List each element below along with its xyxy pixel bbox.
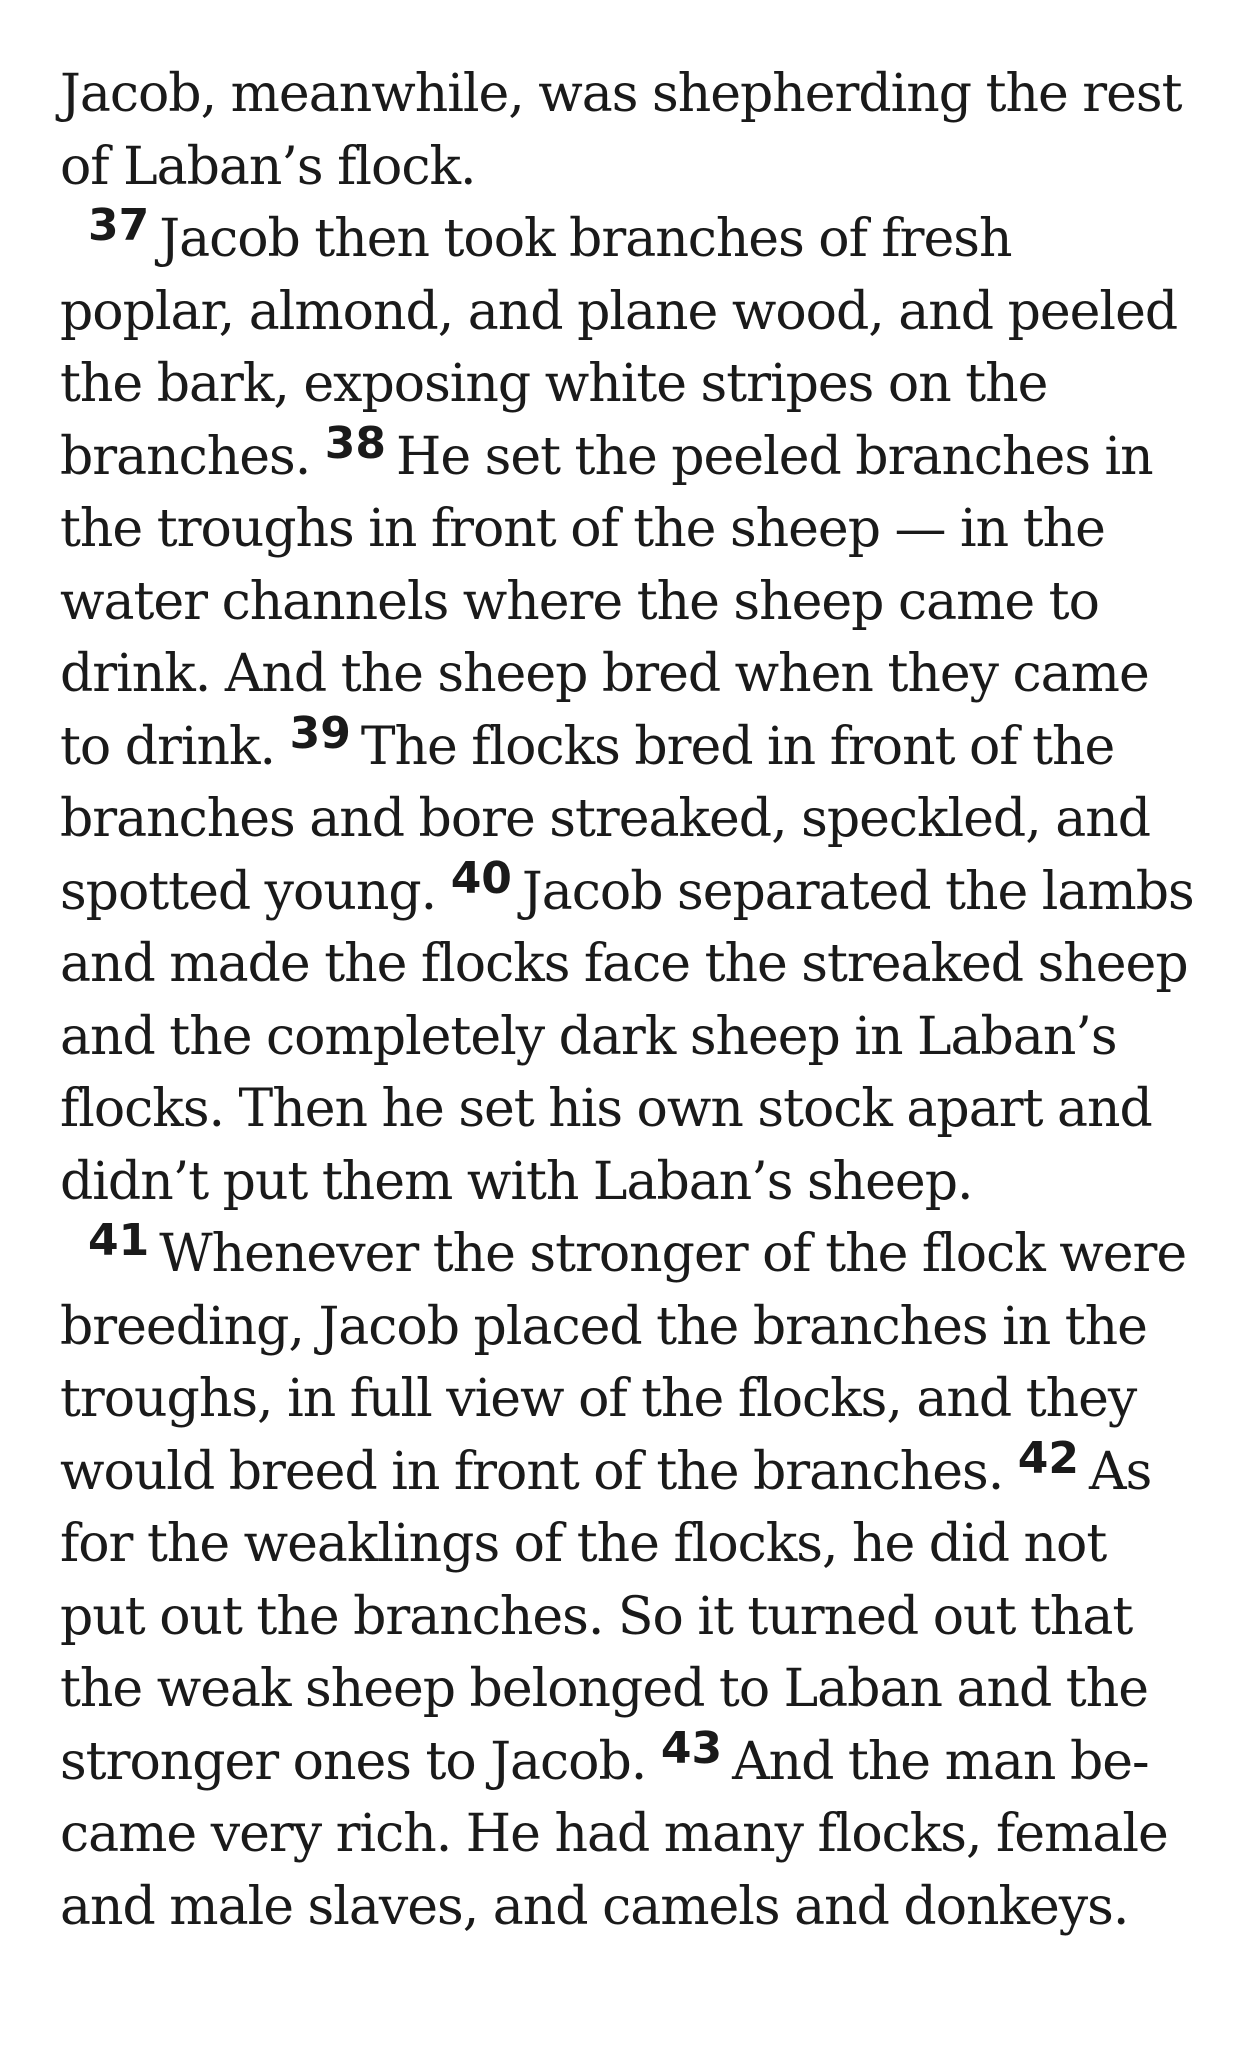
text-line: and made the flocks face the streaked sheep	[60, 934, 1188, 994]
text-line: didn’t put them with Laban’s sheep.	[60, 1151, 973, 1212]
text-line: of Laban’s flock.	[60, 136, 476, 197]
text-line: flocks. Then he set his own stock apart and	[60, 1079, 1152, 1139]
text-line: for the weaklings of the flocks, he did not	[60, 1514, 1107, 1574]
text-line: troughs, in full view of the flocks, and they	[60, 1369, 1137, 1429]
text-line: poplar, almond, and plane wood, and peeled	[60, 281, 1178, 342]
text-line: breeding, Jacob placed the branches in the	[60, 1296, 1147, 1357]
text-line: stronger ones to Jacob. $^{43}$ And the man be-	[60, 1722, 1149, 1792]
text-line: and male slaves, and camels and donkeys.	[60, 1876, 1129, 1937]
text-line: drink. And the sheep bred when they came	[60, 644, 1149, 704]
text-line: branches and bore streaked, speckled, and	[60, 789, 1151, 849]
verse-number: 41	[88, 1215, 150, 1266]
scripture-passage	[60, 58, 1210, 1943]
text-line: the weak sheep belonged to Laban and the	[60, 1659, 1148, 1719]
verse-number: 43	[660, 1722, 723, 1774]
scripture-page	[60, 58, 1210, 1943]
text-line: came very rich. He had many flocks, female	[60, 1804, 1168, 1864]
text-line: Jacob, meanwhile, was shepherding the rest	[60, 64, 1182, 124]
text-line: $^{41}$ Whenever the stronger of the flock were	[88, 1215, 1187, 1284]
text-line: the troughs in front of the sheep — in the	[60, 499, 1105, 559]
text-line: branches. $^{38}$ He set the peeled branches in	[60, 417, 1153, 487]
text-line: to drink. $^{39}$ The flocks bred in front of the	[60, 707, 1115, 777]
verse-number: 40	[450, 852, 512, 904]
text-line: $^{37}$ Jacob then took branches of fresh	[88, 200, 1012, 269]
verse-number: 42	[1017, 1432, 1080, 1484]
verse-number: 39	[289, 707, 351, 759]
text-line: water channels where the sheep came to	[60, 571, 1099, 632]
text-line: would breed in front of the branches. $^{42}$ As	[60, 1432, 1152, 1502]
text-line: the bark, exposing white stripes on the	[60, 354, 1048, 414]
text-line: and the completely dark sheep in Laban’s	[60, 1006, 1117, 1067]
text-line: spotted young. $^{40}$ Jacob separated the lambs	[60, 852, 1194, 922]
verse-number: 37	[88, 200, 150, 251]
text-line: put out the branches. So it turned out that	[60, 1586, 1133, 1647]
verse-number: 38	[324, 417, 387, 469]
